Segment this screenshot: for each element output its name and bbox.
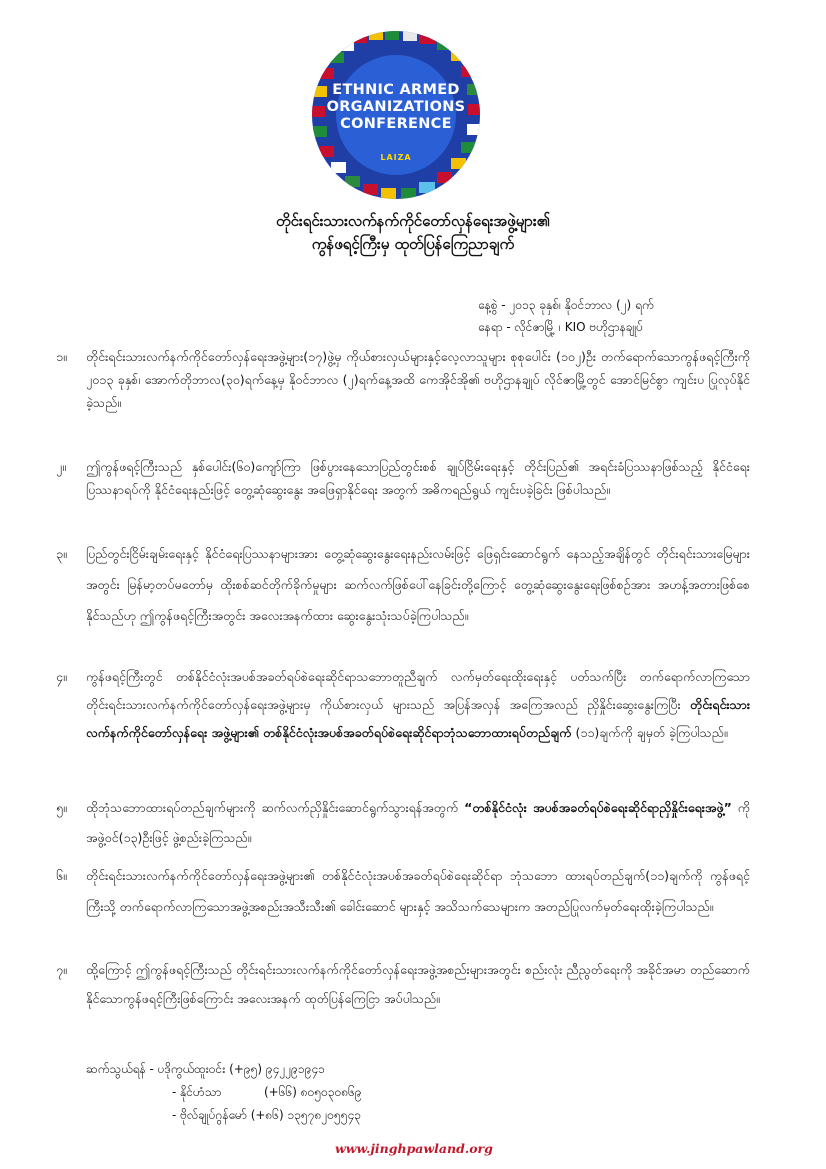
paragraph-text-tail: ကို အဖွဲ့ဝင်(၁၃)ဦးဖြင့် ဖွဲ့စည်းခဲ့ကြသည်။ [86,800,750,845]
paragraph-3 [56,538,750,631]
title-line-2: ကွန်ဖရင့်ကြီးမှ ထုတ်ပြန်ကြေညာချက် [311,235,515,253]
contact-row: - ဗိုလ်ချုပ်ဂွန်မော် (+၈၆) ၁၃၅၇၈၂၀၅၅၄၃ [172,1108,362,1122]
contact-name: ဗိုလ်ချုပ်ဂွန်မော် [180,1108,247,1122]
paragraph-text: ကွန်ဖရင့်ကြီးတွင် တစ်နိုင်ငံလုံးအပစ်အခတ်ရပ်စဲရေးဆိုင်ရာသဘောတူညီချက် လက်မှတ်ရေးထိုးရေးနှင့် ပတ်သက်ပြီး တက်ရောက်လာကြသော တိုင်းရင်းသားလက်နက်ကိုင်တော်လှန်ရေးအဖွဲ့များမှ ကိုယ်စားလှယ် များသည် အပြန်အလှန် အကြေအလည် ညှိနှိုင်းဆွေးနွေးကြပြီး [86,669,750,712]
paragraph-number: ၂။ [56,459,66,474]
title-line-1: တိုင်းရင်းသားလက်နက်ကိုင်တော်လှန်ရေးအဖွဲ့များ၏ [275,212,551,230]
conference-logo [311,30,481,200]
contact-label: ဆက်သွယ်ရန် [86,1062,146,1076]
contact-phone: (+၉၅) ၉၄၂၂၉၁၉၄၁ [229,1062,325,1076]
paragraph-text-tail: (၁၁)ချက်ကို ချမှတ် ခဲ့ကြပါသည်။ [571,725,728,740]
paragraph-bold-text: တိုင်းရင်းသားလက်နက်ကိုင်တော်လှန်ရေး အဖွဲ့များ၏ တစ်နိုင်ငံလုံးအပစ်အခတ်ရပ်စဲရေးဆိုင်ရာဘုံသဘောထားရပ်တည်ချက် [86,697,750,740]
contact-phone: (+၈၆) ၁၃၅၇၈၂၀၅၅၄၃ [250,1108,362,1122]
contact-row: ဆက်သွယ်ရန် - ပဒိုကွယ်ထူးဝင်း (+၉၅) ၉၄၂၂၉၁၉၄၁ [86,1062,325,1076]
logo-line-3: CONFERENCE [340,116,452,132]
paragraph-text: တိုင်းရင်းသားလက်နက်ကိုင်တော်လှန်ရေးအဖွဲ့များ(၁၇)ဖွဲ့မှ ကိုယ်စားလှယ်များနှင့်လေ့လာသူများ စုစုပေါင်း (၁၀၂)ဦး တက်ရောက်သောကွန်ဖရင့်ကြီးကို ၂၀၁၃ ခုနှစ်၊ အောက်တိုဘာလ(၃၀)ရက်နေ့မှ နိုဝင်ဘာလ (၂)ရက်နေ့အထိ ကေအိုင်အို၏ ဗဟိုဌာနချုပ် လိုင်ဇာမြို့တွင် အောင်မြင်စွာ ကျင်းပ ပြုလုပ်နိုင်ခဲ့သည်။ [86,349,750,410]
contact-name: နိုင်ဟံသာ [180,1085,222,1099]
paragraph-number: ၆။ [56,868,67,883]
paragraph-number: ၁။ [56,349,67,364]
logo-line-2: ORGANIZATIONS [326,99,466,115]
paragraph-text: ဤကွန်ဖရင့်ကြီးသည် နှစ်ပေါင်း(၆၀)ကျော်ကြာ ဖြစ်ပွားနေသောပြည်တွင်းစစ် ချုပ်ငြိမ်းရေးနှင့် တိုင်းပြည်၏ အရင်းခံပြဿနာဖြစ်သည့် နိုင်ငံရေးပြဿနာရပ်ကို နိုင်ငံရေးနည်းဖြင့် တွေ့ဆုံဆွေးနွေး အဖြေရှာနိုင်ရေး အတွက် အဓိကရည်ရွယ် ကျင်းပခဲ့ခြင်း ဖြစ်ပါသည်။ [86,459,750,497]
paragraph-7 [56,955,750,1013]
paragraph-2 [56,455,750,501]
paragraph-text: ထို့ကြောင့် ဤကွန်ဖရင့်ကြီးသည် တိုင်းရင်းသားလက်နက်ကိုင်တော်လှန်ရေးအဖွဲ့အစည်းများအတွင်း စည်းလုံး ညီညွတ်ရေးကို အခိုင်အမာ တည်ဆောက်နိုင်သောကွန်ဖရင့်ကြီးဖြစ်ကြောင်း အလေးအနက် ထုတ်ပြန်ကြေငြာ အပ်ပါသည်။ [86,962,750,1006]
paragraph-text: ပြည်တွင်းငြိမ်းချမ်းရေးနှင့် နိုင်ငံရေးပြဿနာများအား တွေ့ဆုံဆွေးနွေးရေးနည်းလမ်းဖြင့် ဖြေရှင်းဆောင်ရွက် နေသည့်အချိန်တွင် တိုင်းရင်းသားမြေများအတွင်း မြန်မာ့တပ်မတော်မှ ထိုးစစ်ဆင်တိုက်ခိုက်မှုများ ဆက်လက်ဖြစ်ပေါ်နေခြင်းတို့ကြောင့် တွေ့ဆုံဆွေးနွေးရေးဖြစ်စဉ်အား အဟန့်အတားဖြစ်စေနိုင်သည်ဟု ဤကွန်ဖရင့်ကြီးအတွင်း အလေးအနက်ထား ဆွေးနွေးသုံးသပ်ခဲ့ကြပါသည်။ [86,546,750,623]
logo-place: LAIZA [380,153,412,162]
contact-phone: (+၆၆) ၈၀၅၀၃၀၈၆၉ [263,1085,362,1099]
contact-row: - နိုင်ဟံသာ (+၆၆) ၈၀၅၀၃၀၈၆၉ [86,1081,362,1104]
logo-line-1: ETHNIC ARMED [332,82,460,98]
paragraph-4 [56,663,750,747]
document-meta [478,294,798,338]
paragraph-bold-text: “တစ်နိုင်ငံလုံး အပစ်အခတ်ရပ်စဲရေးဆိုင်ရာညှိနှိုင်းရေးအဖွဲ့” [464,800,732,815]
contact-name: ပဒိုကွယ်ထူးဝင်း [157,1062,226,1076]
paragraph-5 [56,793,750,853]
contact-block [86,1058,362,1127]
paragraph-1 [56,345,750,414]
paragraph-number: ၃။ [56,546,67,561]
website-link[interactable]: www.jinghpawland.org [335,1141,493,1156]
meta-date: နေ့စွဲ - ၂၀၁၃ ခုနှစ်၊ နိုဝင်ဘာလ (၂) ရက် [478,298,654,312]
paragraph-number: ၅။ [56,800,67,815]
document-title [80,210,746,256]
paragraph-6 [56,860,750,922]
paragraph-text: ထိုဘုံသဘောထားရပ်တည်ချက်များကို ဆက်လက်ညှိနှိုင်းဆောင်ရွက်သွားရန်အတွက် [86,800,465,815]
paragraph-text: တိုင်းရင်းသားလက်နက်ကိုင်တော်လှန်ရေးအဖွဲ့များ၏ တစ်နိုင်ငံလုံးအပစ်အခတ်ရပ်စဲရေးဆိုင်ရာ ဘုံသဘော ထားရပ်တည်ချက်(၁၁)ချက်ကို ကွန်ဖရင့်ကြီးသို့ တက်ရောက်လာကြသောအဖွဲ့အစည်းအသီးသီး၏ ခေါင်းဆောင် များနှင့် အသိသက်သေများက အတည်ပြုလက်မှတ်ရေးထိုးခဲ့ကြပါသည်။ [86,868,750,914]
paragraph-number: ၇။ [56,962,67,977]
paragraph-number: ၄။ [56,669,67,684]
logo-title [311,82,481,133]
meta-place: နေရာ - လိုင်ဇာမြို့ ၊ KIO ဗဟိုဌာနချုပ် [478,320,644,334]
